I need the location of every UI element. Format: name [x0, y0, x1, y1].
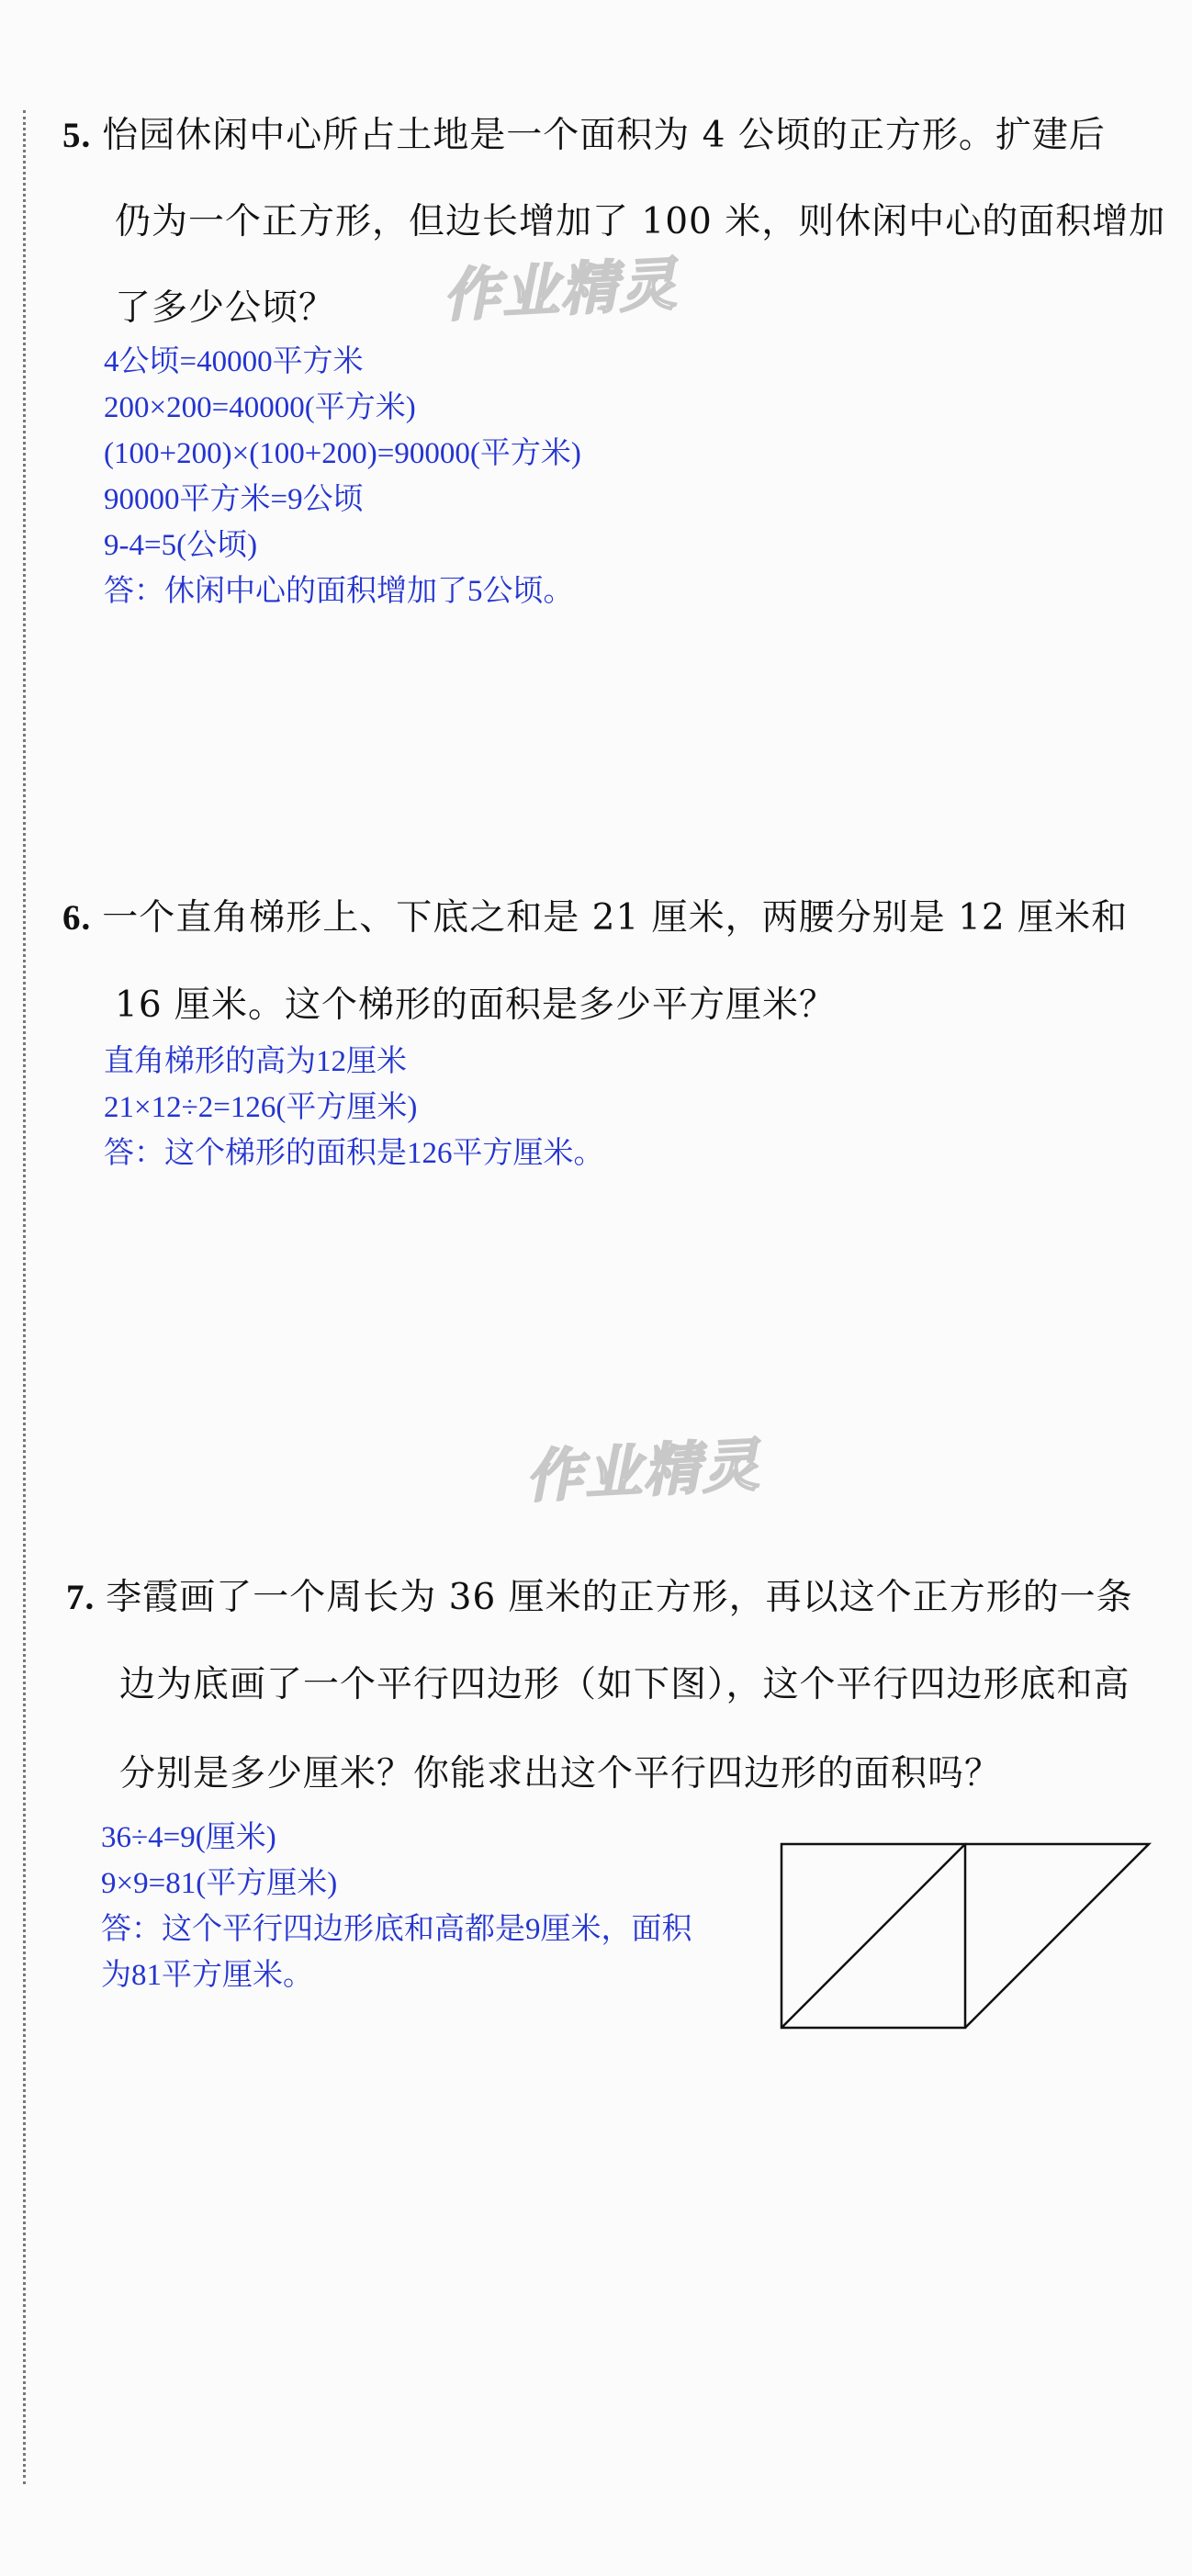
- answer-7-line-1: 36÷4=9(厘米): [101, 1821, 276, 1854]
- problem-7-line-1: 7. 李霞画了一个周长为 36 厘米的正方形，再以这个正方形的一条: [66, 1577, 1133, 1618]
- parallelogram-outline: [965, 1844, 1149, 2028]
- problem-6-line-2: 16 厘米。这个梯形的面积是多少平方厘米？: [115, 984, 837, 1026]
- problem-7-number: 7.: [66, 1578, 96, 1617]
- problem-6-line-1: 6. 一个直角梯形上、下底之和是 21 厘米，两腰分别是 12 厘米和: [62, 897, 1129, 939]
- problem-6-number: 6.: [62, 898, 92, 938]
- answer-5-line-1: 4公顷=40000平方米: [104, 345, 364, 378]
- answer-5-line-5: 9-4=5(公顷): [104, 529, 258, 562]
- answer-6-line-3: 答：这个梯形的面积是126平方厘米。: [104, 1137, 604, 1170]
- answer-7-line-4: 为81平方厘米。: [101, 1959, 313, 1992]
- problem-5-line-1: 5. 怡园休闲中心所占土地是一个面积为 4 公顷的正方形。扩建后: [62, 115, 1106, 156]
- margin-dotted-line: [23, 110, 26, 2484]
- answer-5-line-3: (100+200)×(100+200)=90000(平方米): [104, 437, 581, 470]
- problem-7-line-2: 边为底画了一个平行四边形（如下图），这个平行四边形底和高: [119, 1664, 1130, 1705]
- diagonal-line: [782, 1844, 965, 2028]
- problem-5-line-3: 了多少公顷？: [115, 287, 336, 329]
- answer-5-line-4: 90000平方米=9公顷: [104, 483, 364, 516]
- watermark: 作业精灵: [523, 1431, 763, 1511]
- square-parallelogram-figure: [771, 1837, 1157, 2031]
- problem-5-number: 5.: [62, 116, 92, 155]
- answer-5-line-6: 答：休闲中心的面积增加了5公顷。: [104, 575, 574, 608]
- answer-7-line-3: 答：这个平行四边形底和高都是9厘米，面积: [101, 1913, 692, 1946]
- problem-7-line-3: 分别是多少厘米？你能求出这个平行四边形的面积吗？: [119, 1753, 1002, 1794]
- answer-7-line-2: 9×9=81(平方厘米): [101, 1867, 338, 1900]
- problem-5-line-2: 仍为一个正方形，但边长增加了 100 米，则休闲中心的面积增加: [115, 201, 1166, 242]
- answer-5-line-2: 200×200=40000(平方米): [104, 391, 416, 424]
- watermark: 作业精灵: [441, 250, 680, 330]
- answer-6-line-2: 21×12÷2=126(平方厘米): [104, 1091, 418, 1124]
- answer-6-line-1: 直角梯形的高为12厘米: [104, 1045, 407, 1078]
